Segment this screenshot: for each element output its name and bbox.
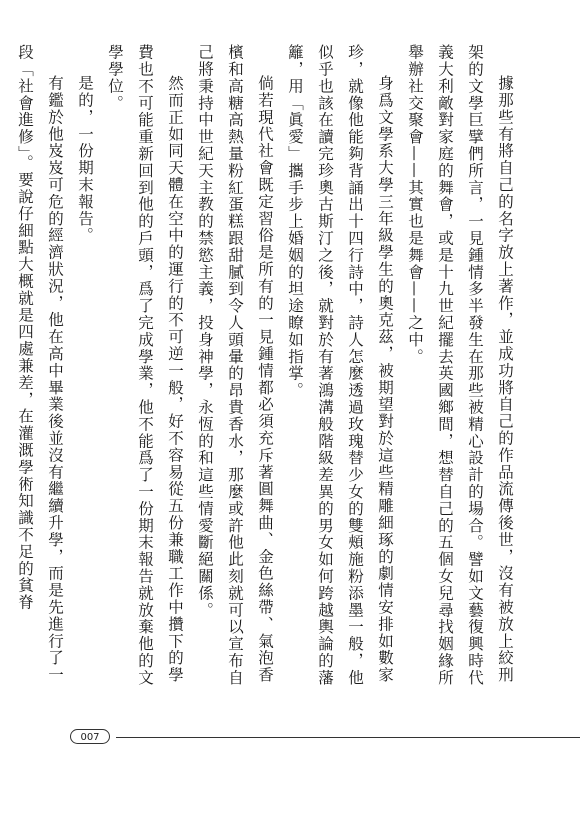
paragraph: 然而正如同天體在空中的運行的不可逆一般，好不容易從五份兼職工作中攢下的學費也不可能重新回到他的戶頭，爲了完成學業，他不能爲了一份期末報告就放棄他的文學學位。 <box>106 44 184 687</box>
paragraph: 倘若現代社會既定習俗是所有的一見鍾情都必須充斥著圓舞曲、金色絲帶、氣泡香檳和高糖高熱量粉紅蛋糕跟甜膩到令人頭暈的昂貴香水，那麼或許他此刻就可以宣布自己將秉持中世紀天主教的禁慾主義，投身神學，永恆的和這些情愛斷絕關係。 <box>196 44 274 687</box>
paragraph: 有鑑於他岌岌可危的經濟狀況，他在高中畢業後並沒有繼續升學，而是先進行了一段「社會進修」。要說仔細點大概就是四處兼差，在灌溉學術知識不足的貧脊 <box>16 44 64 684</box>
page-footer <box>70 729 580 745</box>
paragraph: 據那些有將自己的名字放上著作，並成功將自己的作品流傳後世，沒有被放上絞刑架的文學巨擘們所言，一見鍾情多半發生在那些被精心設計的場合。譬如文藝復興時代義大利敵對家庭的舞會，或是十九世紀擺去英國鄉間，想替自己的五個女兒尋找姻緣所舉辦社交聚會——其實也是舞會——之中。 <box>406 44 514 687</box>
body-text <box>16 44 520 698</box>
paragraph: 身爲文學系大學三年級學生的奧克茲，被期望對於這些精雕細琢的劇情安排如數家珍，就像他能夠背誦出十四行詩中，詩人怎麼透過玫瑰替少女的雙頰施粉添墨一般，他似乎也該在讀完珍奧古斯汀之後，就對於有著鴻溝般階級差異的男女如何跨越輿論的藩籬，用「眞愛」攜手步上婚姻的坦途瞭如指掌。 <box>286 44 394 687</box>
paragraph: 是的，一份期末報告。 <box>76 75 94 244</box>
footer-divider <box>116 737 580 738</box>
page-number: 007 <box>70 729 110 744</box>
